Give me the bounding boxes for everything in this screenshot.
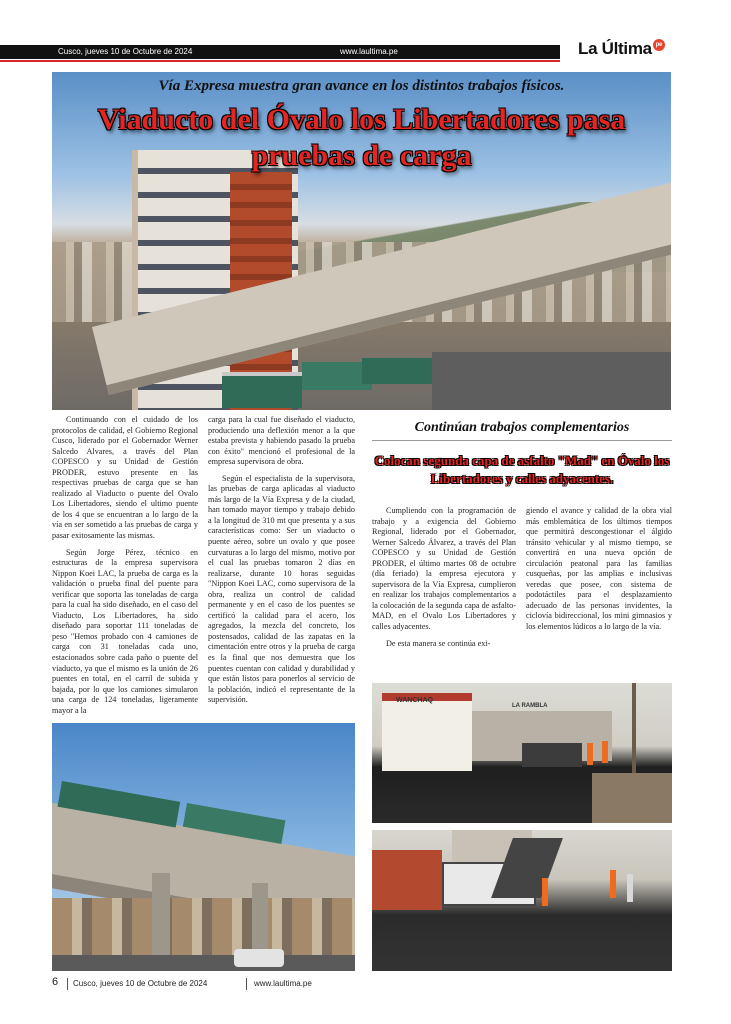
- worker: [610, 870, 616, 898]
- car: [234, 949, 284, 967]
- hero-kicker: Vía Expresa muestra gran avance en los distintos trabajos físicos.: [158, 78, 565, 94]
- sign-text: WANCHAQ: [396, 697, 433, 704]
- logo-badge: pe: [653, 39, 665, 51]
- hero-truck: [362, 358, 432, 384]
- paragraph: giendo el avance y calidad de la obra vial más emblemática de los últimos tiempos que permitirá descongestionar el álgido tránsito vehicular y al mismo tiempo, se convertirá en una nueva opción de circulación peatonal para las familias cusqueñas, por las amplias e inclusivas veredas que posee, con sistema de podotáctiles para el desplazamiento adecuado de las personas invidentes, la ciclovía bidireccional, los mini gimnasios y los elementos lúdicos a lo largo de la vía.: [526, 506, 672, 632]
- paragraph: carga para la cual fue diseñado el viaducto, produciendo una deflexión menor a la que estaba prevista y habiendo pasado la prueba con éxito" mencionó el profesional de la empresa supervisora de obra.: [208, 415, 355, 467]
- section-subtitle-line: Libertadores y calles adyacentes.: [430, 471, 614, 486]
- section-subtitle-line: Colocan segunda capa de asfalto "Mad" en Óvalo los: [374, 453, 670, 468]
- footer-date: Cusco, jueves 10 de Octubre de 2024: [73, 979, 208, 988]
- hero-title: [52, 102, 671, 174]
- article-column-4: [526, 506, 672, 633]
- building: [372, 850, 442, 910]
- paragraph: Según el especialista de la supervisora, las pruebas de carga aplicadas al viaducto más largo de la Vía Expresa y de la ciudad, han tomado mayor tiempo y trabajo debido a la longitud de 310 mt que presenta y a sus características como: Ser un viaducto o puente aéreo, sobre un ovalo y que posee curvaturas a lo largo del mismo, motivo por el cual las pruebas tomaron 2 días en realizarse, durante 10 horas seguidas "Nippon Koei LAC, como supervisora de la obra, realiza un control de calidad permanente y en el caso de los puentes se certificó la calidad para el acero, los agregados, la mezcla del concreto, los postensados, calidad de las zapatas en la cimentación entre otros y la prueba de carga es la final que nos demuestra que los puentes cuentan con calidad y durabilidad y que están listos para ponerlos al servicio de la población, indicó el representante de la supervisión.: [208, 473, 355, 705]
- page-number: 6: [52, 976, 59, 988]
- paragraph: Cumpliendo con la programación de trabajo y a exigencia del Gobierno Regional, liderado por el Gobernador, Werner Salcedo Álvarez, a través del Plan COPESCO y su Unidad de Gestión PRODER, el último martes 08 de octubre (día feriado) la empresa ejecutora y supervisora de la Vía Expresa, cumplieron en realizar los trabajos complementarios a la colocación de la segunda capa de asfalto-MAD, en el Ovalo Los Libertadores y calles adyacentes.: [372, 506, 516, 632]
- paving-machine: [522, 743, 582, 767]
- paragraph: De esta manera se continúa exi-: [386, 638, 491, 648]
- article-column-2: [208, 415, 355, 706]
- buildings: [52, 898, 355, 958]
- section-subtitle: [372, 452, 672, 488]
- worker: [602, 741, 608, 763]
- footer-separator: [67, 978, 68, 990]
- hero-title-line: pruebas de carga: [251, 139, 472, 172]
- sidewalk: [592, 773, 672, 823]
- logo[interactable]: [578, 39, 665, 59]
- asphalt-photo-2: [372, 830, 672, 971]
- section-rule: [372, 440, 672, 441]
- worker: [587, 743, 593, 765]
- header-red-rule: [0, 60, 560, 62]
- header-website[interactable]: www.laultima.pe: [340, 47, 398, 56]
- street: [52, 955, 355, 971]
- article-column-3: [372, 506, 516, 649]
- article-column-1: [52, 415, 198, 716]
- header-date: Cusco, jueves 10 de Octubre de 2024: [58, 47, 193, 56]
- wanchaq-building: [382, 693, 472, 771]
- hero-title-line: Viaducto del Óvalo los Libertadores pasa: [97, 103, 626, 136]
- paragraph: Según Jorge Pérez, técnico en estructuras de la empresa supervisora Nippon Koei LAC, la prueba de carga es la validación o prueba final del puente para verificar que soporta las toneladas de carga para la cual ha sido diseñado, en el caso del Viaducto, Los Libertadores, ha sido diseñado para soportar 111 toneladas de peso "Hemos probado con 4 camiones de carga con 31 toneladas cada uno, estacionados sobre cada paño o puente del viaducto, ya que el mismo es la unión de 26 puentes en total, en el carril de subida y bajada, por lo que los camiones simularon una carga de 124 toneladas, ligeramente mayor a la: [52, 547, 198, 715]
- worker: [627, 874, 633, 902]
- viaduct-photo: [52, 723, 355, 971]
- section-title: Continúan trabajos complementarios: [414, 420, 630, 435]
- footer-separator: [246, 978, 247, 990]
- hero-road: [432, 352, 671, 410]
- logo-text: La Última: [578, 39, 652, 58]
- worker: [542, 878, 548, 906]
- footer-website[interactable]: www.laultima.pe: [254, 979, 312, 988]
- hero-truck: [222, 372, 302, 408]
- sign-text: LA RAMBLA: [512, 703, 548, 709]
- asphalt-photo-1: [372, 683, 672, 823]
- paragraph: Continuando con el cuidado de los protocolos de calidad, el Gobierno Regional Cusco, liderado por el Gobernador Werner Salcedo Alvares, a través del Plan COPESCO y su Unidad de Gestión PRODER, estuvo presente en las respectivas pruebas de carga que se han realizado al Viaducto o puente del Ovalo Los Libertadores, siendo el ultimo puente de los 4 que se encuentran a lo largo de la vía en ser sometido a las pruebas de carga y pasar exitosamente las mismas.: [52, 415, 198, 541]
